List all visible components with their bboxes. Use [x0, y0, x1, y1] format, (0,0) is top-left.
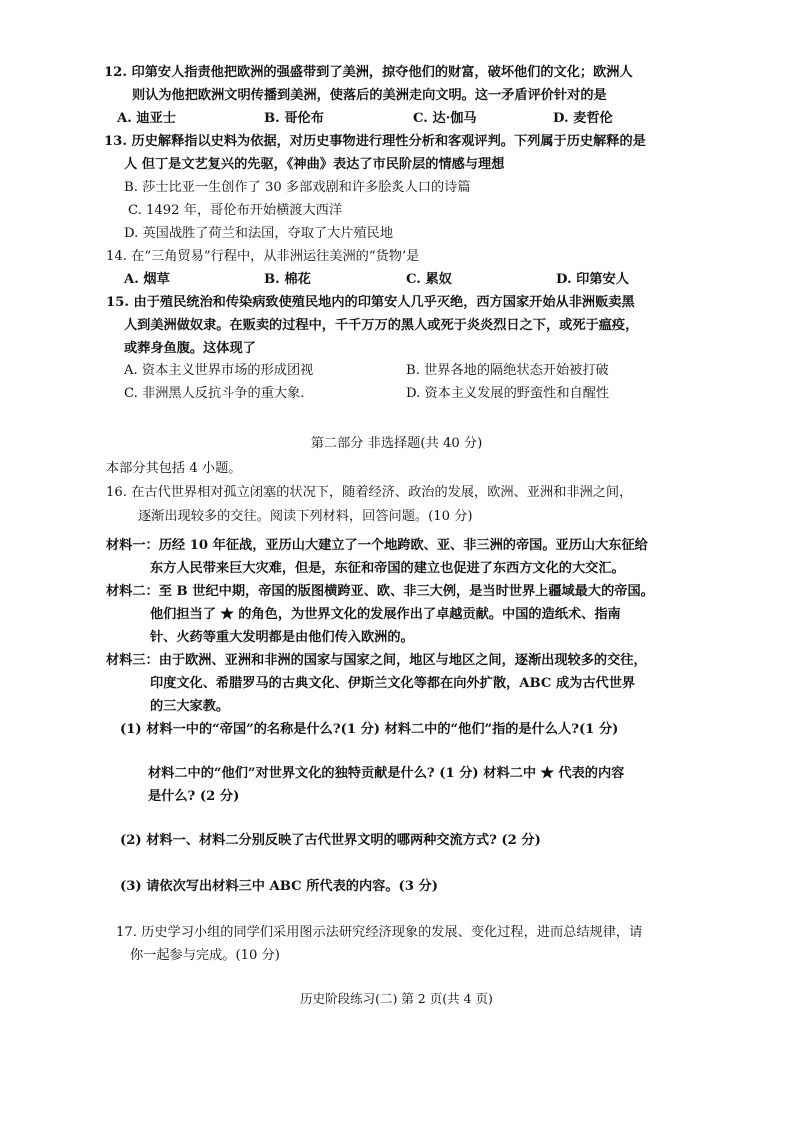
q13-option-b: B. 莎士比亚一生创作了 30 多部戏剧和许多脍炙人口的诗篇 [124, 180, 471, 195]
q13-option-a: 人 但丁是文艺复兴的先驱，《神曲》表达了市民阶层的情感与理想 [124, 157, 505, 172]
q12-stem-line1: 12. 印第安人指责他把欧洲的强盛带到了美洲，掠夺他们的财富，破坏他们的文化；欧洲人 [104, 65, 633, 80]
material-2-line1: 材料二：至 B 世纪中期，帝国的版图横跨亚、欧、非三大例，是当时世界上疆域最大的帝国。 [106, 584, 654, 599]
q14-option-d: D. 印第安人 [556, 272, 629, 287]
q16-sub1-line1: (1) 材料一中的“帝国”的名称是什么?(1 分) 材料二中的“他们”指的是什么人?(1 分) [120, 722, 619, 737]
q16-stem-line2: 逐渐出现较多的交往。阅读下列材料，回答问题。(10 分) [138, 509, 473, 524]
q12-stem-line2: 则认为他把欧洲文明传播到美洲，使落后的美洲走向文明。这一矛盾评价针对的是 [132, 88, 607, 103]
q16-stem-line1: 16. 在古代世界相对孤立闭塞的状况下，随着经济、政治的发展，欧洲、亚洲和非洲之间， [106, 485, 633, 500]
material-1-line2: 东方人民带来巨大灾难，但是，东征和帝国的建立也促进了东西方文化的大交汇。 [150, 561, 625, 576]
page-footer: 历史阶段练习(二) 第 2 页(共 4 页) [300, 991, 493, 1006]
q13-option-d: D. 英国战胜了荷兰和法国，夺取了大片殖民地 [124, 226, 394, 241]
q16-sub2: (2) 材料一、材料二分别反映了古代世界文明的哪两种交流方式? (2 分) [120, 833, 541, 848]
q16-sub3: (3) 请依次写出材料三中 ABC 所代表的内容。(3 分) [120, 879, 438, 894]
q13-option-c: C. 1492 年，哥伦布开始横渡大西洋 [128, 203, 343, 218]
q17-stem-line1: 17. 历史学习小组的同学们采用图示法研究经济现象的发展、变化过程，进而总结规律，请 [116, 925, 643, 940]
part2-title: 第二部分 非选择题(共 40 分) [310, 436, 483, 451]
q12-option-b: B. 哥伦布 [264, 111, 324, 126]
material-3-line1: 材料三：由于欧洲、亚洲和非洲的国家与国家之间，地区与地区之间，逐渐出现较多的交往， [106, 653, 647, 668]
q16-sub1-line2: 材料二中的“他们”对世界文化的独特贡献是什么? (1 分) 材料二中 ★ 代表的内容 [148, 766, 625, 781]
q15-option-b: B. 世界各地的隔绝状态开始被打破 [406, 363, 609, 378]
q13-stem-line1: 13. 历史解释指以史料为依据，对历史事物进行理性分析和客观评判。下列属于历史解释的是 [104, 134, 646, 149]
material-3-line2: 印度文化、希腊罗马的古典文化、伊斯兰文化等都在向外扩散，ABC 成为古代世界 [150, 676, 636, 691]
q17-stem-line2: 你一起参与完成。(10 分) [130, 948, 280, 963]
q15-option-c: C. 非洲黑人反抗斗争的重大象. [124, 386, 305, 401]
material-3-line3: 的三大家教。 [150, 699, 230, 714]
q15-option-d: D. 资本主义发展的野蛮性和自醒性 [406, 386, 610, 401]
q14-stem: 14. 在“三角贸易”行程中，从非洲运往美洲的“货物’是 [106, 249, 420, 264]
q12-option-d: D. 麦哲伦 [553, 111, 613, 126]
q14-option-b: B. 棉花 [264, 272, 311, 287]
q14-option-a: A. 烟草 [124, 272, 170, 287]
q15-stem-line1: 15. 由于殖民统治和传染病致使殖民地内的印第安人几乎灭绝，西方国家开始从非洲贩卖黑 [106, 295, 635, 310]
part2-intro: 本部分其包括 4 小题。 [106, 461, 242, 476]
q15-option-a: A. 资本主义世界市场的形成团视 [124, 363, 314, 378]
q16-sub1-line3: 是什么? (2 分) [148, 789, 240, 804]
q12-option-c: C. 达·伽马 [413, 111, 477, 126]
q12-option-a: A. 迪亚士 [117, 111, 176, 126]
q14-option-c: C. 累奴 [406, 272, 452, 287]
material-2-line2: 他们担当了 ★ 的角色，为世界文化的发展作出了卓越贡献。中国的造纸术、指南 [150, 607, 621, 622]
material-2-line3: 针、火药等重大发明都是由他们传入欧洲的。 [150, 630, 414, 645]
material-1-line1: 材料一：历经 10 年征战，亚历山大建立了一个地跨欧、亚、非三洲的帝国。亚历山大东征给 [106, 538, 648, 553]
q15-stem-line3: 或葬身鱼腹。这体现了 [124, 341, 256, 356]
q15-stem-line2: 人到美洲做奴隶。在贩卖的过程中，千千万万的黑人或死于炎炎烈日之下，或死于瘟疫， [124, 318, 639, 333]
